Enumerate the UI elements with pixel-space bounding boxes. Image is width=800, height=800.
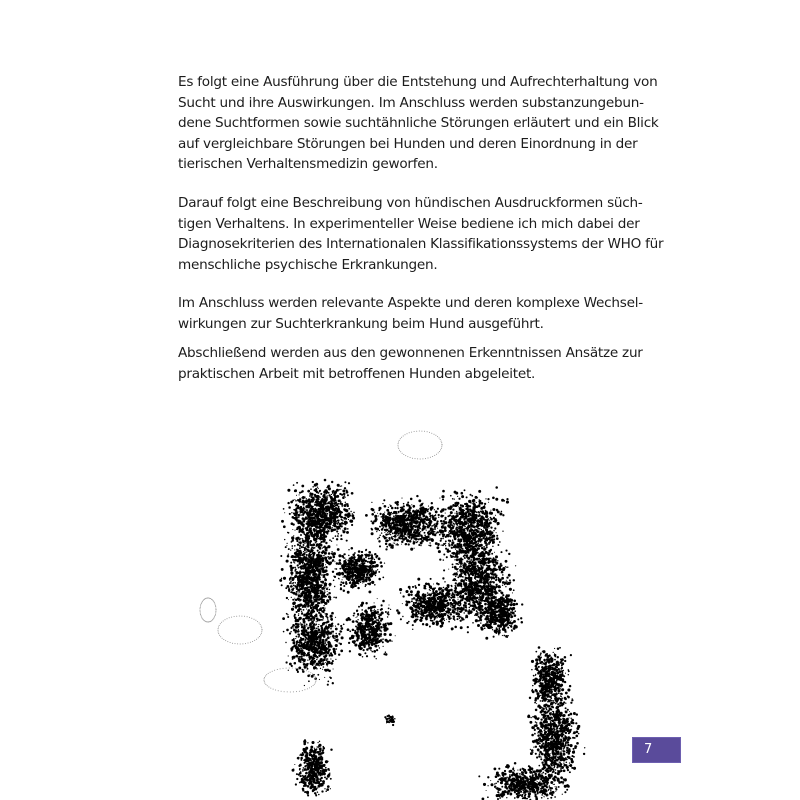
- text-line: Sucht und ihre Auswirkungen. Im Anschluss werden substanzungebun-: [178, 94, 644, 111]
- text-line: tigen Verhaltens. In experimenteller Weise bediene ich mich dabei der: [178, 215, 640, 232]
- text-line: Diagnosekriterien des Internationalen Klassifikationssystems der WHO für: [178, 236, 664, 253]
- text-line: Es folgt eine Ausführung über die Entstehung und Aufrechterhaltung von: [178, 74, 658, 90]
- page-number: 7: [644, 742, 653, 757]
- stippled-dog-portrait-icon: [180, 420, 620, 800]
- text-line: auf vergleichbare Störungen bei Hunden und deren Einordnung in der: [178, 135, 638, 152]
- paragraph-2: [178, 193, 664, 275]
- text-line: wirkungen zur Suchterkrankung beim Hund ausgeführt.: [178, 315, 544, 332]
- page-number-badge: [632, 737, 681, 763]
- text-line: tierischen Verhaltensmedizin geworfen.: [178, 156, 438, 173]
- paragraph-3: [178, 293, 643, 334]
- text-line: menschliche psychische Erkrankungen.: [178, 256, 438, 273]
- text-line: Im Anschluss werden relevante Aspekte und deren komplexe Wechsel-: [178, 295, 643, 311]
- text-line: praktischen Arbeit mit betroffenen Hunden abgeleitet.: [178, 365, 536, 382]
- text-line: Darauf folgt eine Beschreibung von hündischen Ausdruckformen süch-: [178, 195, 643, 211]
- text-line: Abschließend werden aus den gewonnenen Erkenntnissen Ansätze zur: [178, 345, 643, 361]
- paragraph-4: [178, 343, 643, 384]
- paragraph-1: [178, 72, 659, 175]
- text-line: dene Suchtformen sowie suchtähnliche Störungen erläutert und ein Blick: [178, 115, 659, 132]
